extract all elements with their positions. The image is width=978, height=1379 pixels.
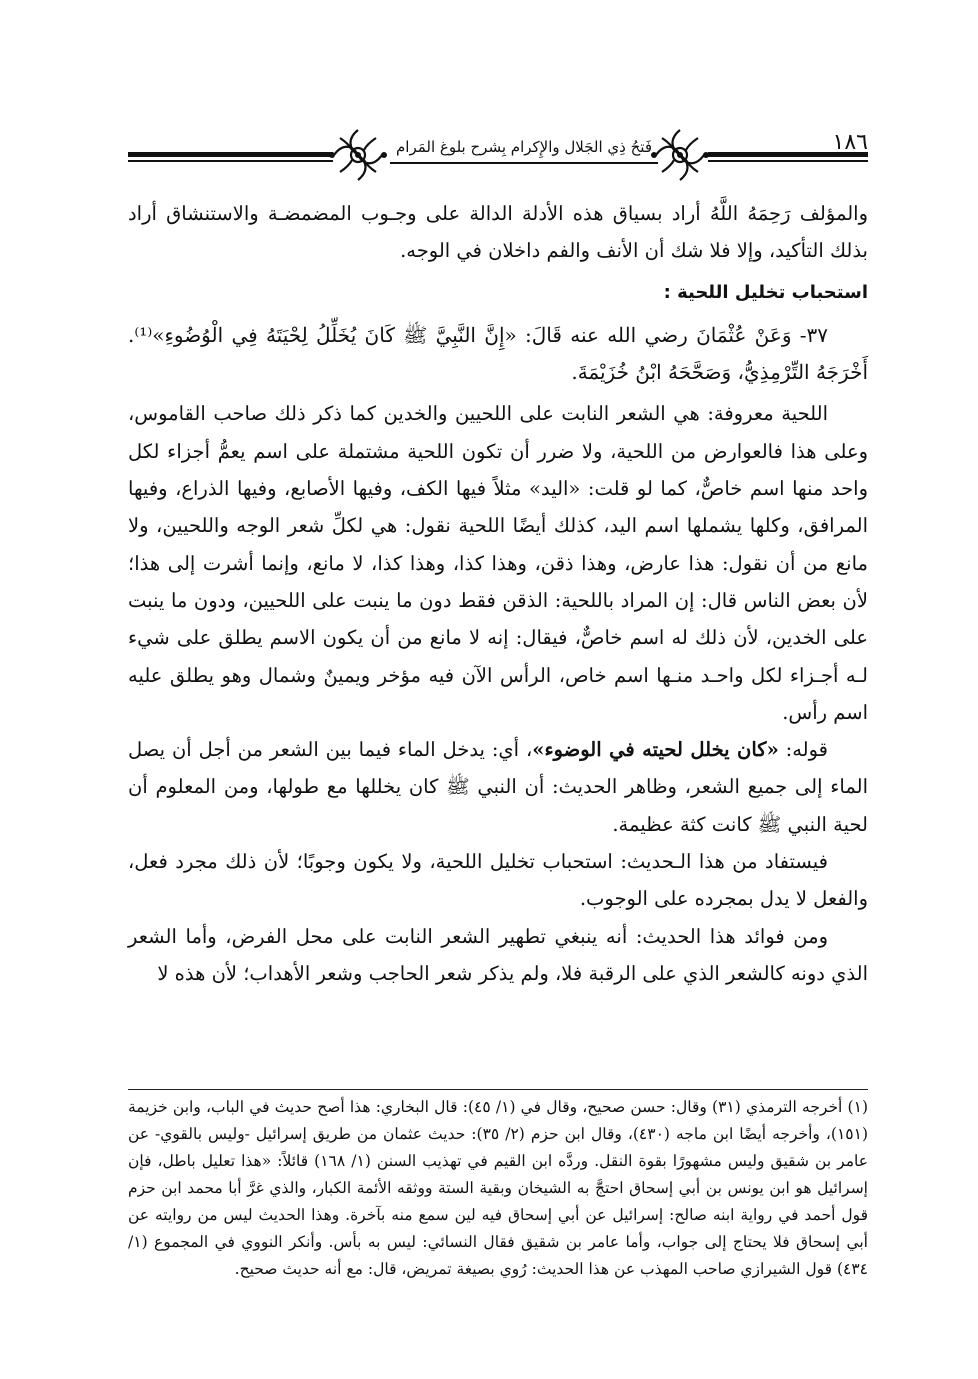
- paragraph-lessons: ومن فوائد هذا الحديث: أنه ينبغي تطهير الشعر النابت على محل الفرض، وأما الشعر الذي دونه كالشعر الذي على الرقبة فلا، ولم يذكر شعر الحاجب وشعر الأهداب؛ لأن هذه لا: [128, 924, 868, 985]
- section-heading: استحباب تخليل اللحية :: [663, 281, 868, 303]
- main-text: [128, 195, 868, 992]
- footnote-text: (١) أخرجه الترمذي (٣١) وقال: حسن صحيح، وقال في (١/ ٤٥): قال البخاري: هذا أصح حديث في الباب، وابن خزيمة (١٥١)، وأخرجه أيضًا ابن ماجه (٤٣٠)، وقال ابن حزم (٢/ ٣٥): حديث عثمان من طريق إسرائيل -وليس بالقوي- عن عامر بن شقيق وليس مشهورًا بقوة النقل. وردَّه ابن القيم في تهذيب السنن (١/ ١٦٨) قائلاً: «هذا تعليل باطل، فإن إسرائيل هو ابن يونس بن أبي إسحاق احتجَّ به الشيخان وبقية الستة ووثقه الأئمة الكبار، والذي غرَّ أبا محمد ابن حزم قول أحمد في رواية ابنه صالح: إسرائيل عن أبي إسحاق فيه لين سمع منه بآخرة. وهذا الحديث ليس من روايته عن أبي إسحاق فلا يحتاج إلى جواب، وأما عامر بن شقيق فقال النسائي: ليس به بأس. وأنكر النووي في المجموع (١/ ٤٣٤) قول الشيرازي صاحب المهذب عن هذا الحديث: رُوي بصيغة تمريض، قال: مع أنه حديث صحيح.: [128, 1098, 869, 1278]
- header-rule-left-thin: [128, 160, 333, 162]
- page-number: ١٨٦: [832, 130, 868, 155]
- footnote: [128, 1094, 868, 1283]
- book-title: فَتحُ ذِي الجَلال والإِكرام بِشرح بلوغ المَرام: [395, 138, 652, 156]
- paragraph-explanation: [128, 731, 868, 843]
- paragraph-continuation: ، أي: يدخل الماء فيما بين الشعر من أجل أن يصل الماء إلى جميع الشعر، وظاهر الحديث: أن النبي ﷺ كان يخللها مع طولها، ومن المعلوم أن لحية النبي ﷺ كانت كثة عظيمة.: [128, 738, 868, 836]
- paragraph-intro: والمؤلف رَحِمَهُ اللَّهُ أراد بسياق هذه الأدلة الدالة على وجـوب المضمضـة والاستنشاق أراد بذلك التأكيد، وإلا فلا شك أن الأنف والفم داخلان في الوجه.: [128, 202, 868, 263]
- header-rule-right-thin: [708, 160, 868, 162]
- header-rule-left-thick: [128, 152, 333, 157]
- hadith-text: ٣٧- وَعَنْ عُثْمَانَ رضي الله عنه قَالَ: «إِنَّ النَّبِيَّ ﷺ كَانَ يُخَلِّلُ لِحْيَتَهُ فِي الْوُضُوءِ»⁽¹⁾. أَخْرَجَهُ التِّرْمِذِيُّ، وَصَحَّحَهُ ابْنُ خُزَيْمَةَ.: [128, 322, 868, 385]
- paragraph-lead: قوله:: [778, 738, 829, 762]
- paragraph-benefit: فيستفاد من هذا الـحديث: استحباب تخليل اللحية، ولا يكون وجوبًا؛ لأن ذلك مجرد فعل، والفعل لا يدل بمجرده على الوجوب.: [128, 850, 868, 911]
- left-ornament-icon: [326, 126, 390, 184]
- header-rule-under-title: [390, 162, 658, 164]
- page-header: [128, 128, 868, 188]
- quoted-phrase: «كان يخلل لحيته في الوضوء»: [532, 738, 779, 762]
- footnote-divider: [128, 1089, 868, 1090]
- paragraph-definition: اللحية معروفة: هي الشعر النابت على اللحيين والخدين كما ذكر ذلك صاحب القاموس، وعلى هذا فالعوارض من اللحية، ولا ضرر أن تكون اللحية مشتملة على اسم يعمُّ أجزاء لكل واحد منها اسم خاصٌّ، كما لو قلت: «اليد» مثلاً فيها الكف، وفيها الأصابع، وفيها الذراع، وفيها المرافق، وكلها يشملها اسم اليد، كذلك أيضًا اللحية نقول: هي لكلِّ شعر الوجه واللحيين، ولا مانع من أن نقول: هذا عارض، وهذا ذقن، وهذا كذا، وهذا كذا، لا مانع، وإنما أشرت إلى هذا؛ لأن بعض الناس قال: إن المراد باللحية: الذقن فقط دون ما ينبت على اللحيين، ودون ما ينبت على الخدين، لأن ذلك له اسم خاصٌّ، فيقال: إنه لا مانع من أن يكون الاسم يطلق على شيء لـه أجـزاء لكل واحـد منـها اسم خاص، الرأس الآن فيه مؤخر ويمينٌ وشمال وهو يطلق عليه اسم رأس.: [128, 402, 868, 724]
